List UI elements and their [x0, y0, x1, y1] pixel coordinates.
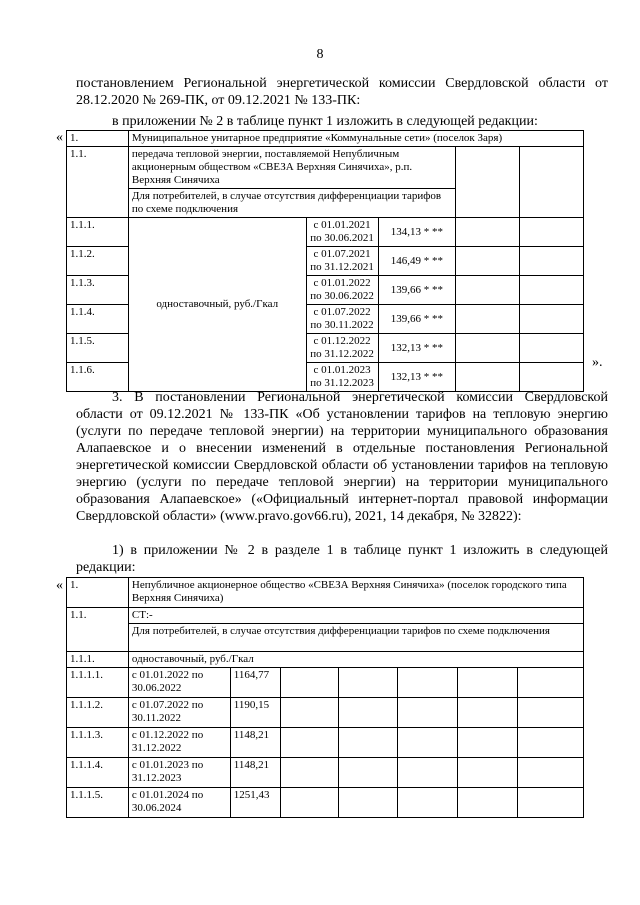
row-number: 1.1.1. — [67, 218, 129, 247]
empty-cell — [338, 698, 398, 728]
empty-cell — [518, 698, 584, 728]
tariff-value: 1251,43 — [230, 788, 280, 818]
tariff-value: 146,49 * ** — [378, 247, 456, 276]
row-number: 1.1.2. — [67, 247, 129, 276]
paragraph-amend-1: в приложении № 2 в таблице пункт 1 изложить в следующей редакции: — [112, 114, 538, 129]
table-row — [67, 578, 584, 608]
empty-cell — [456, 363, 520, 392]
empty-cell — [398, 728, 458, 758]
table-row — [67, 147, 584, 189]
period: с 01.07.2021 по 31.12.2021 — [306, 247, 378, 276]
empty-cell — [456, 218, 520, 247]
empty-cell — [398, 668, 458, 698]
table-row — [67, 608, 584, 624]
row-number: 1. — [67, 578, 129, 608]
table-row — [67, 652, 584, 668]
quote-close-1: ». — [592, 355, 603, 370]
empty-cell — [458, 758, 518, 788]
empty-cell — [398, 698, 458, 728]
tariff-value: 132,13 * ** — [378, 363, 456, 392]
period: с 01.01.2022 по 30.06.2022 — [128, 668, 230, 698]
empty-cell — [520, 276, 584, 305]
row-number: 1.1.1.2. — [67, 698, 129, 728]
tariff-value: 139,66 * ** — [378, 276, 456, 305]
tariff-value: 1148,21 — [230, 758, 280, 788]
tariff-value: 1148,21 — [230, 728, 280, 758]
row-number: 1. — [67, 131, 129, 147]
empty-cell — [520, 147, 584, 218]
period: с 01.12.2022 по 31.12.2022 — [128, 728, 230, 758]
empty-cell — [458, 728, 518, 758]
table-row — [67, 728, 584, 758]
empty-cell — [338, 758, 398, 788]
period: с 01.07.2022 по 30.11.2022 — [128, 698, 230, 728]
empty-cell — [398, 758, 458, 788]
tariff-unit: одноставочный, руб./Гкал — [128, 218, 306, 392]
table-row — [67, 131, 584, 147]
row-number: 1.1.1.1. — [67, 668, 129, 698]
empty-cell — [458, 668, 518, 698]
empty-cell — [456, 305, 520, 334]
table-row — [67, 698, 584, 728]
row-number: 1.1.5. — [67, 334, 129, 363]
empty-cell — [458, 788, 518, 818]
tariff-value: 134,13 * ** — [378, 218, 456, 247]
consumer-description: Для потребителей, в случае отсутствия дифференциации тарифов по схеме подключения — [128, 624, 583, 652]
page-number: 8 — [316, 47, 324, 62]
empty-cell — [520, 334, 584, 363]
quote-open-2: « — [56, 578, 63, 593]
empty-cell — [518, 758, 584, 788]
tariff-value: 132,13 * ** — [378, 334, 456, 363]
table-row — [67, 788, 584, 818]
row-number: 1.1.1. — [67, 652, 129, 668]
row-number: 1.1.1.4. — [67, 758, 129, 788]
tariff-table-2 — [66, 577, 584, 818]
period: с 01.01.2024 по 30.06.2024 — [128, 788, 230, 818]
tariff-table-1 — [66, 130, 584, 392]
period: с 01.12.2022 по 31.12.2022 — [306, 334, 378, 363]
table-row — [67, 668, 584, 698]
empty-cell — [280, 758, 338, 788]
empty-cell — [456, 147, 520, 218]
row-number: 1.1.6. — [67, 363, 129, 392]
empty-cell — [456, 276, 520, 305]
tariff-value: 1164,77 — [230, 668, 280, 698]
period: с 01.01.2021 по 30.06.2021 — [306, 218, 378, 247]
period: с 01.01.2023 по 31.12.2023 — [306, 363, 378, 392]
empty-cell — [280, 698, 338, 728]
empty-cell — [280, 728, 338, 758]
empty-cell — [398, 788, 458, 818]
row-number: 1.1.4. — [67, 305, 129, 334]
paragraph-point-3: 3. В постановлении Региональной энергетической комиссии Свердловской области от 09.12.2021 № 133-ПК «Об установлении тарифов на тепловую энергию (услуги по передаче тепловой энергии) на территории муниципального образования Алапаевское и о внесении изменений в отдельные постановления Региональной энергетической комиссии Свердловской области об установлении тарифов на тепловую энергию (услуги по передаче тепловой энергии) на территории муниципального образования Алапаевское» («Официальный интернет-портал правовой информации Свердловской области» (www.pravo.gov66.ru), 2021, 14 декабря, № 32822): — [76, 390, 608, 524]
organization-name: Муниципальное унитарное предприятие «Коммунальные сети» (поселок Заря) — [128, 131, 583, 147]
service-description: передача тепловой энергии, поставляемой Непубличным акционерным обществом «СВЕЗА Верхняя Синячиха», р.п. Верхняя Синячиха — [128, 147, 455, 189]
empty-cell — [456, 334, 520, 363]
period: с 01.07.2022 по 30.11.2022 — [306, 305, 378, 334]
empty-cell — [518, 788, 584, 818]
quote-open-1: « — [56, 130, 63, 145]
organization-name: Непубличное акционерное общество «СВЕЗА Верхняя Синячиха» (поселок городского типа Верхняя Синячиха) — [128, 578, 583, 608]
table-row — [67, 758, 584, 788]
period: с 01.01.2023 по 31.12.2023 — [128, 758, 230, 788]
row-number: 1.1.3. — [67, 276, 129, 305]
row-number: 1.1.1.3. — [67, 728, 129, 758]
row-number: 1.1.1.5. — [67, 788, 129, 818]
service-code: СТ:- — [128, 608, 583, 624]
paragraph-intro: постановлением Региональной энергетической комиссии Свердловской области от 28.12.2020 № 269-ПК, от 09.12.2021 № 133-ПК: — [76, 76, 608, 108]
tariff-value: 139,66 * ** — [378, 305, 456, 334]
empty-cell — [280, 788, 338, 818]
empty-cell — [338, 788, 398, 818]
empty-cell — [520, 305, 584, 334]
empty-cell — [518, 728, 584, 758]
empty-cell — [518, 668, 584, 698]
period: с 01.01.2022 по 30.06.2022 — [306, 276, 378, 305]
empty-cell — [338, 668, 398, 698]
paragraph-amend-2: 1) в приложении № 2 в разделе 1 в таблице пункт 1 изложить в следующей редакции: — [76, 543, 608, 575]
empty-cell — [458, 698, 518, 728]
tariff-unit: одноставочный, руб./Гкал — [128, 652, 583, 668]
empty-cell — [520, 247, 584, 276]
empty-cell — [338, 728, 398, 758]
table-row — [67, 218, 584, 247]
tariff-value: 1190,15 — [230, 698, 280, 728]
empty-cell — [520, 218, 584, 247]
consumer-description: Для потребителей, в случае отсутствия дифференциации тарифов по схеме подключения — [128, 189, 455, 218]
empty-cell — [456, 247, 520, 276]
row-number: 1.1. — [67, 147, 129, 218]
table-row — [67, 624, 584, 652]
row-number: 1.1. — [67, 608, 129, 652]
empty-cell — [280, 668, 338, 698]
empty-cell — [520, 363, 584, 392]
